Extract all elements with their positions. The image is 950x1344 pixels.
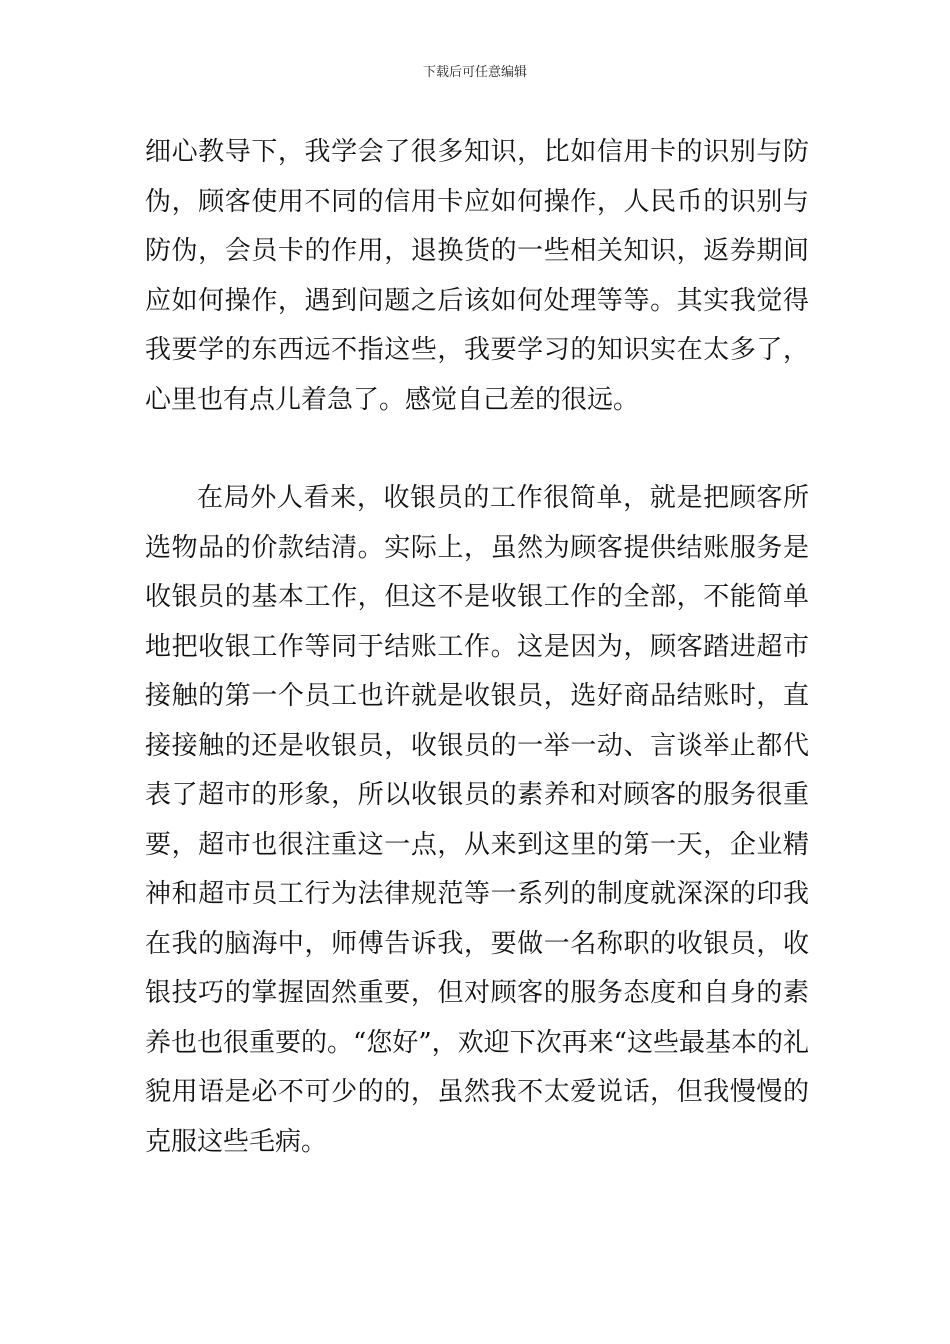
paragraph-1: 细心教导下，我学会了很多知识，比如信用卡的识别与防伪，顾客使用不同的信用卡应如何操作，人民币的识别与防伪，会员卡的作用，退换货的一些相关知识，返券期间应如何操作，遇到问题之后该如何处理等等。其实我觉得我要学的东西远不指这些，我要学习的知识实在太多了，心里也有点儿着急了。感觉自己差的很远。 xyxy=(145,137,809,415)
page-header-note: 下载后可任意编辑 xyxy=(422,65,527,80)
paragraph-2: 在局外人看来，收银员的工作很简单，就是把顾客所选物品的价款结清。实际上，虽然为顾客提供结账服务是收银员的基本工作，但这不是收银工作的全部，不能简单地把收银工作等同于结账工作。这是因为，顾客踏进超市接触的第一个员工也许就是收银员，选好商品结账时，直接接触的还是收银员，收银员的一举一动、言谈举止都代表了超市的形象，所以收银员的素养和对顾客的服务很重要，超市也很注重这一点，从来到这里的第一天，企业精神和超市员工行为法律规范等一系列的制度就深深的印我在我的脑海中，师傅告诉我，要做一名称职的收银员，收银技巧的掌握固然重要，但对顾客的服务态度和自身的素养也也很重要的。“您好”，欢迎下次再来“这些最基本的礼貌用语是必不可少的的，虽然我不太爱说话，但我慢慢的克服这些毛病。 xyxy=(145,483,809,1157)
